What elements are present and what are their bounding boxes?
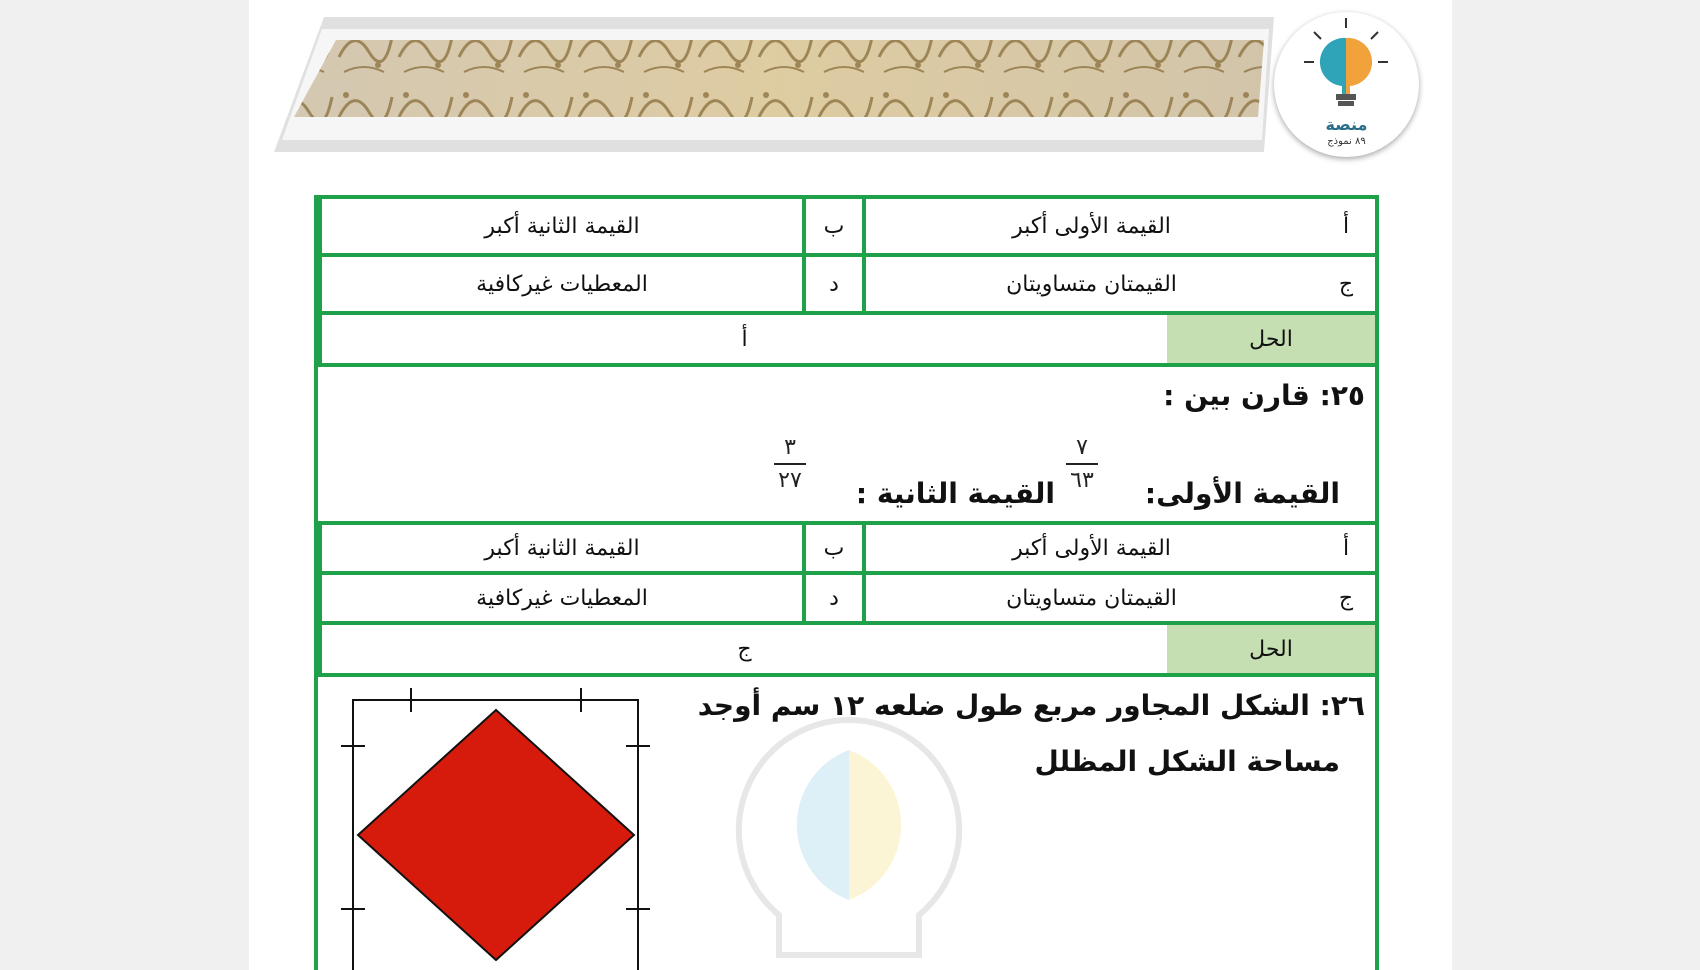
options-row-2 <box>318 257 1375 315</box>
solution-answer: أ <box>318 315 1167 363</box>
option-text: المعطيات غيركافية <box>318 575 802 621</box>
question-number: ٢٦: <box>1319 689 1365 722</box>
option-text: القيمتان متساويتان <box>862 575 1317 621</box>
options-row-1 <box>318 525 1375 575</box>
solution-row <box>318 315 1375 367</box>
second-fraction <box>774 435 806 493</box>
platform-logo <box>1274 12 1419 157</box>
fraction-numerator: ٧ <box>1076 435 1088 460</box>
option-text: القيمة الثانية أكبر <box>318 525 802 571</box>
option-letter: أ <box>1342 213 1350 239</box>
options-row-2 <box>318 575 1375 625</box>
solution-label: الحل <box>1167 625 1375 673</box>
option-letter: د <box>802 575 862 621</box>
options-row-1 <box>318 199 1375 257</box>
option-letter: د <box>802 257 862 311</box>
question-number: ٢٥: <box>1319 379 1365 412</box>
question-text: قارن بين : <box>1163 379 1310 412</box>
solution-label: الحل <box>1167 315 1375 363</box>
option-letter: أ <box>1342 535 1350 561</box>
square-diagram <box>338 685 658 970</box>
worksheet-page <box>249 0 1452 970</box>
logo-title: منصة <box>1325 115 1368 134</box>
lightbulb-brain-icon <box>1274 12 1419 112</box>
question-prompt <box>698 689 1365 722</box>
question-sheet <box>314 195 1379 970</box>
option-text: القيمة الأولى أكبر <box>862 525 1317 571</box>
first-fraction <box>1066 435 1098 493</box>
second-value-label: القيمة الثانية : <box>855 477 1055 510</box>
question-25 <box>318 367 1375 525</box>
fraction-denominator: ٢٧ <box>778 468 802 493</box>
option-letter: ج <box>1338 271 1354 297</box>
calligraphy-banner <box>274 17 1294 152</box>
option-letter: ج <box>1338 585 1354 611</box>
option-text: المعطيات غيركافية <box>318 257 802 311</box>
option-text: القيمة الثانية أكبر <box>318 199 802 253</box>
option-letter: ب <box>802 199 862 253</box>
solution-answer: ج <box>318 625 1167 673</box>
solution-row <box>318 625 1375 677</box>
fraction-numerator: ٣ <box>784 435 796 460</box>
first-value-label: القيمة الأولى: <box>1144 477 1340 510</box>
shaded-rhombus <box>358 710 634 960</box>
option-text: القيمة الأولى أكبر <box>862 199 1317 253</box>
logo-subtitle: ٨٩ نموذج <box>1327 136 1366 147</box>
option-text: القيمتان متساويتان <box>862 257 1317 311</box>
question-text: الشكل المجاور مربع طول ضلعه ١٢ سم أوجد <box>697 689 1310 722</box>
question-text-line2: مساحة الشكل المظلل <box>1034 745 1340 778</box>
question-prompt <box>1163 379 1365 412</box>
option-letter: ب <box>802 525 862 571</box>
question-26 <box>318 677 1375 970</box>
fraction-denominator: ٦٣ <box>1070 468 1094 493</box>
